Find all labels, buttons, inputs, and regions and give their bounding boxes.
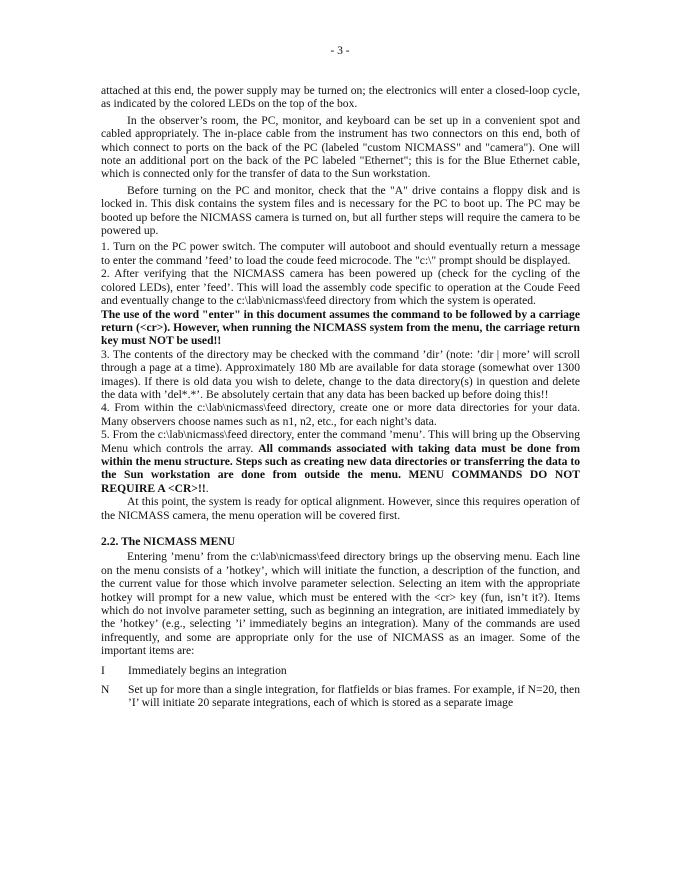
paragraph-optical-alignment: At this point, the system is ready for optical alignment. However, since this requires operation of the NICMASS camera, the menu operation will be covered first. [101,495,580,522]
step-5 [101,428,580,495]
menu-item-description: Immediately begins an integration [128,663,287,677]
paragraph-power-supply: attached at this end, the power supply may be turned on; the electronics will enter a closed-loop cycle, as indicated by the colored LEDs on the top of the box. [101,84,580,111]
page-number: - 3 - [330,44,350,57]
step-4: 4. From within the c:\lab\nicmass\feed directory, create one or more data directories for your data. Many observers choose names such as n1, n2, etc., for each night’s data. [101,401,580,428]
menu-item-description: Set up for more than a single integration, for flatfields or bias frames. For example, if N=20, then ’I’ will initiate 20 separate integrations, each of which is stored as a separate image [128,683,580,710]
step-2: 2. After verifying that the NICMASS camera has been powered up (check for the cycling of the colored LEDs), enter ’feed’. This will load the assembly code specific to operation at the Coude Feed and eventually change to the c:\lab\nicmass\feed directory from which the system is operated. [101,267,580,308]
section-heading: 2.2. The NICMASS MENU [101,535,236,548]
menu-item [101,683,580,710]
step-5-end: . [205,481,209,495]
step-5-text: 5. From the c:\lab\nicmass\feed directory, enter the command ’menu’. This will bring up the Observing Menu which controls the array. [101,428,580,455]
paragraph-floppy-disk: Before turning on the PC and monitor, check that the "A" drive contains a floppy disk and is locked in. This disk contains the system files and is necessary for the PC to boot up. The PC may be booted up before the NICMASS camera is turned on, but all further steps will require the camera to be powered up. [101,183,580,238]
paragraph-menu-intro: Entering ’menu’ from the c:\lab\nicmass\feed directory brings up the observing menu. Each line on the menu consists of a ’hotkey’, which will initiate the function, a description of the function, and the current value for those which involve parameter selection. Selecting an item with the appropriate hotkey will prompt for a new value, which must be entered with the <cr> key (fun, isn’t it?). Items which do not involve parameter setting, such as beginning an integration, are initiated immediately by the ’hotkey’ (e.g., selecting ’i’ immediately begins an integration). Many of the commands are used infrequently, and some are appropriate only for the use of NICMASS as an imager. Some of the important items are: [101,550,580,658]
enter-warning: The use of the word "enter" in this document assumes the command to be followed by a carriage return (<cr>). However, when running the NICMASS system from the menu, the carriage return key must NOT be used!! [101,307,580,348]
menu-item [101,664,580,677]
document-body [101,84,580,710]
menu-item-key: I [101,663,105,677]
step-1: 1. Turn on the PC power switch. The computer will autoboot and should eventually return a message to enter the command ’feed’ to load the coude feed microcode. The "c:\" prompt should be displayed. [101,240,580,267]
menu-item-key: N [101,683,110,697]
step-3: 3. The contents of the directory may be checked with the command ’dir’ (note: ’dir | more’ will scroll through a page at a time). Approximately 180 Mb are available for data storage (somewhat over 1300 images). If there is old data you wish to delete, change to the data directory(s) in question and delete the data with ’del*.*’. Be absolutely certain that any data has been backed up before doing this!! [101,347,580,401]
step-5-bold-note: All commands associated with taking data must be done from within the menu structure. Steps such as creating new data directories or transferring the data to the Sun workstation are done from outside the menu. MENU COMMANDS DO NOT REQUIRE A <CR>!! [101,441,581,495]
paragraph-observer-room: In the observer’s room, the PC, monitor, and keyboard can be set up in a convenient spot and cabled appropriately. The in-place cable from the instrument has two connectors on this end, both of which connect to ports on the back of the PC (labeled "custom NICMASS" and "camera"). One will note an additional port on the back of the PC labeled "Ethernet"; this is for the Blue Ethernet cable, which is connected only for the transfer of data to the Sun workstation. [101,113,580,181]
